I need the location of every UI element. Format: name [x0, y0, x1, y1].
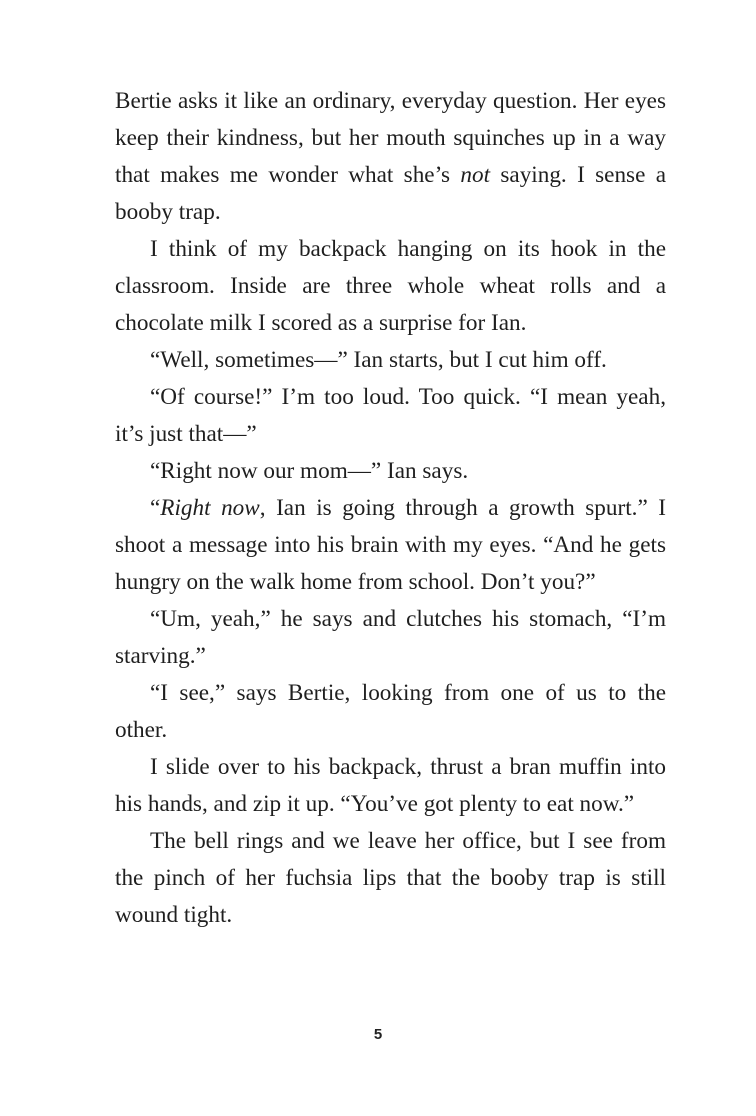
paragraph-7: “Um, yeah,” he says and clutches his stomach, “I’m starving.” — [115, 606, 666, 669]
paragraph-1: Bertie asks it like an ordinary, everyday question. Her eyes keep their kindness, but her mouth squinches up in a way that makes me wonder what she’s not saying. I sense a booby trap. — [115, 88, 667, 225]
paragraph-10: The bell rings and we leave her office, but I see from the pinch of her fuchsia lips that the booby trap is still wound tight. — [115, 828, 666, 928]
page-number: 5 — [373, 1026, 383, 1043]
page-body — [115, 83, 666, 934]
paragraph-6: “Right now, Ian is going through a growth spurt.” I shoot a message into his brain with my eyes. “And he gets hungry on the walk home from school. Don’t you?” — [115, 495, 666, 595]
paragraph-8: “I see,” says Bertie, looking from one of us to the other. — [115, 680, 666, 743]
paragraph-4: “Of course!” I’m too loud. Too quick. “I mean yeah, it’s just that—” — [115, 384, 666, 447]
paragraph-9: I slide over to his backpack, thrust a bran muffin into his hands, and zip it up. “You’ve got plenty to eat now.” — [115, 754, 666, 817]
paragraph-3: “Well, sometimes—” Ian starts, but I cut him off. — [150, 347, 607, 373]
paragraph-5: “Right now our mom—” Ian says. — [150, 458, 469, 484]
paragraph-2: I think of my backpack hanging on its hook in the classroom. Inside are three whole wheat rolls and a chocolate milk I scored as a surprise for Ian. — [115, 236, 666, 336]
